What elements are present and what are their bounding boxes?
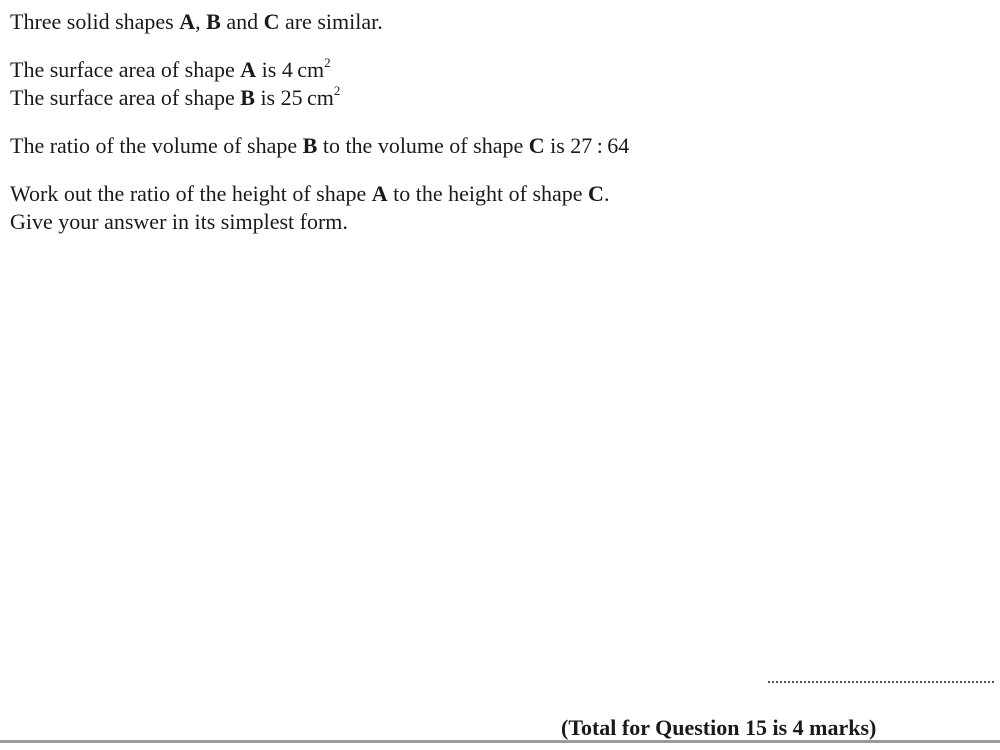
volume-ratio-line: The ratio of the volume of shape B to the volume of shape C is 27 : 64 (10, 133, 630, 158)
surface-area-b-line: The surface area of shape B is 25 $cm^2$ (10, 82, 341, 110)
statement-similar-shapes: Three solid shapes A, B and C are similar. (10, 9, 383, 34)
answer-line[interactable] (768, 681, 994, 683)
task-instruction-line: Work out the ratio of the height of shape A to the height of shape C. (10, 181, 610, 206)
total-marks: (Total for Question 15 is 4 marks) (561, 715, 877, 740)
bottom-divider (0, 740, 1000, 743)
surface-area-a-line: The surface area of shape A is 4 $cm^2$ (10, 54, 331, 82)
simplest-form-instruction: Give your answer in its simplest form. (10, 209, 348, 234)
